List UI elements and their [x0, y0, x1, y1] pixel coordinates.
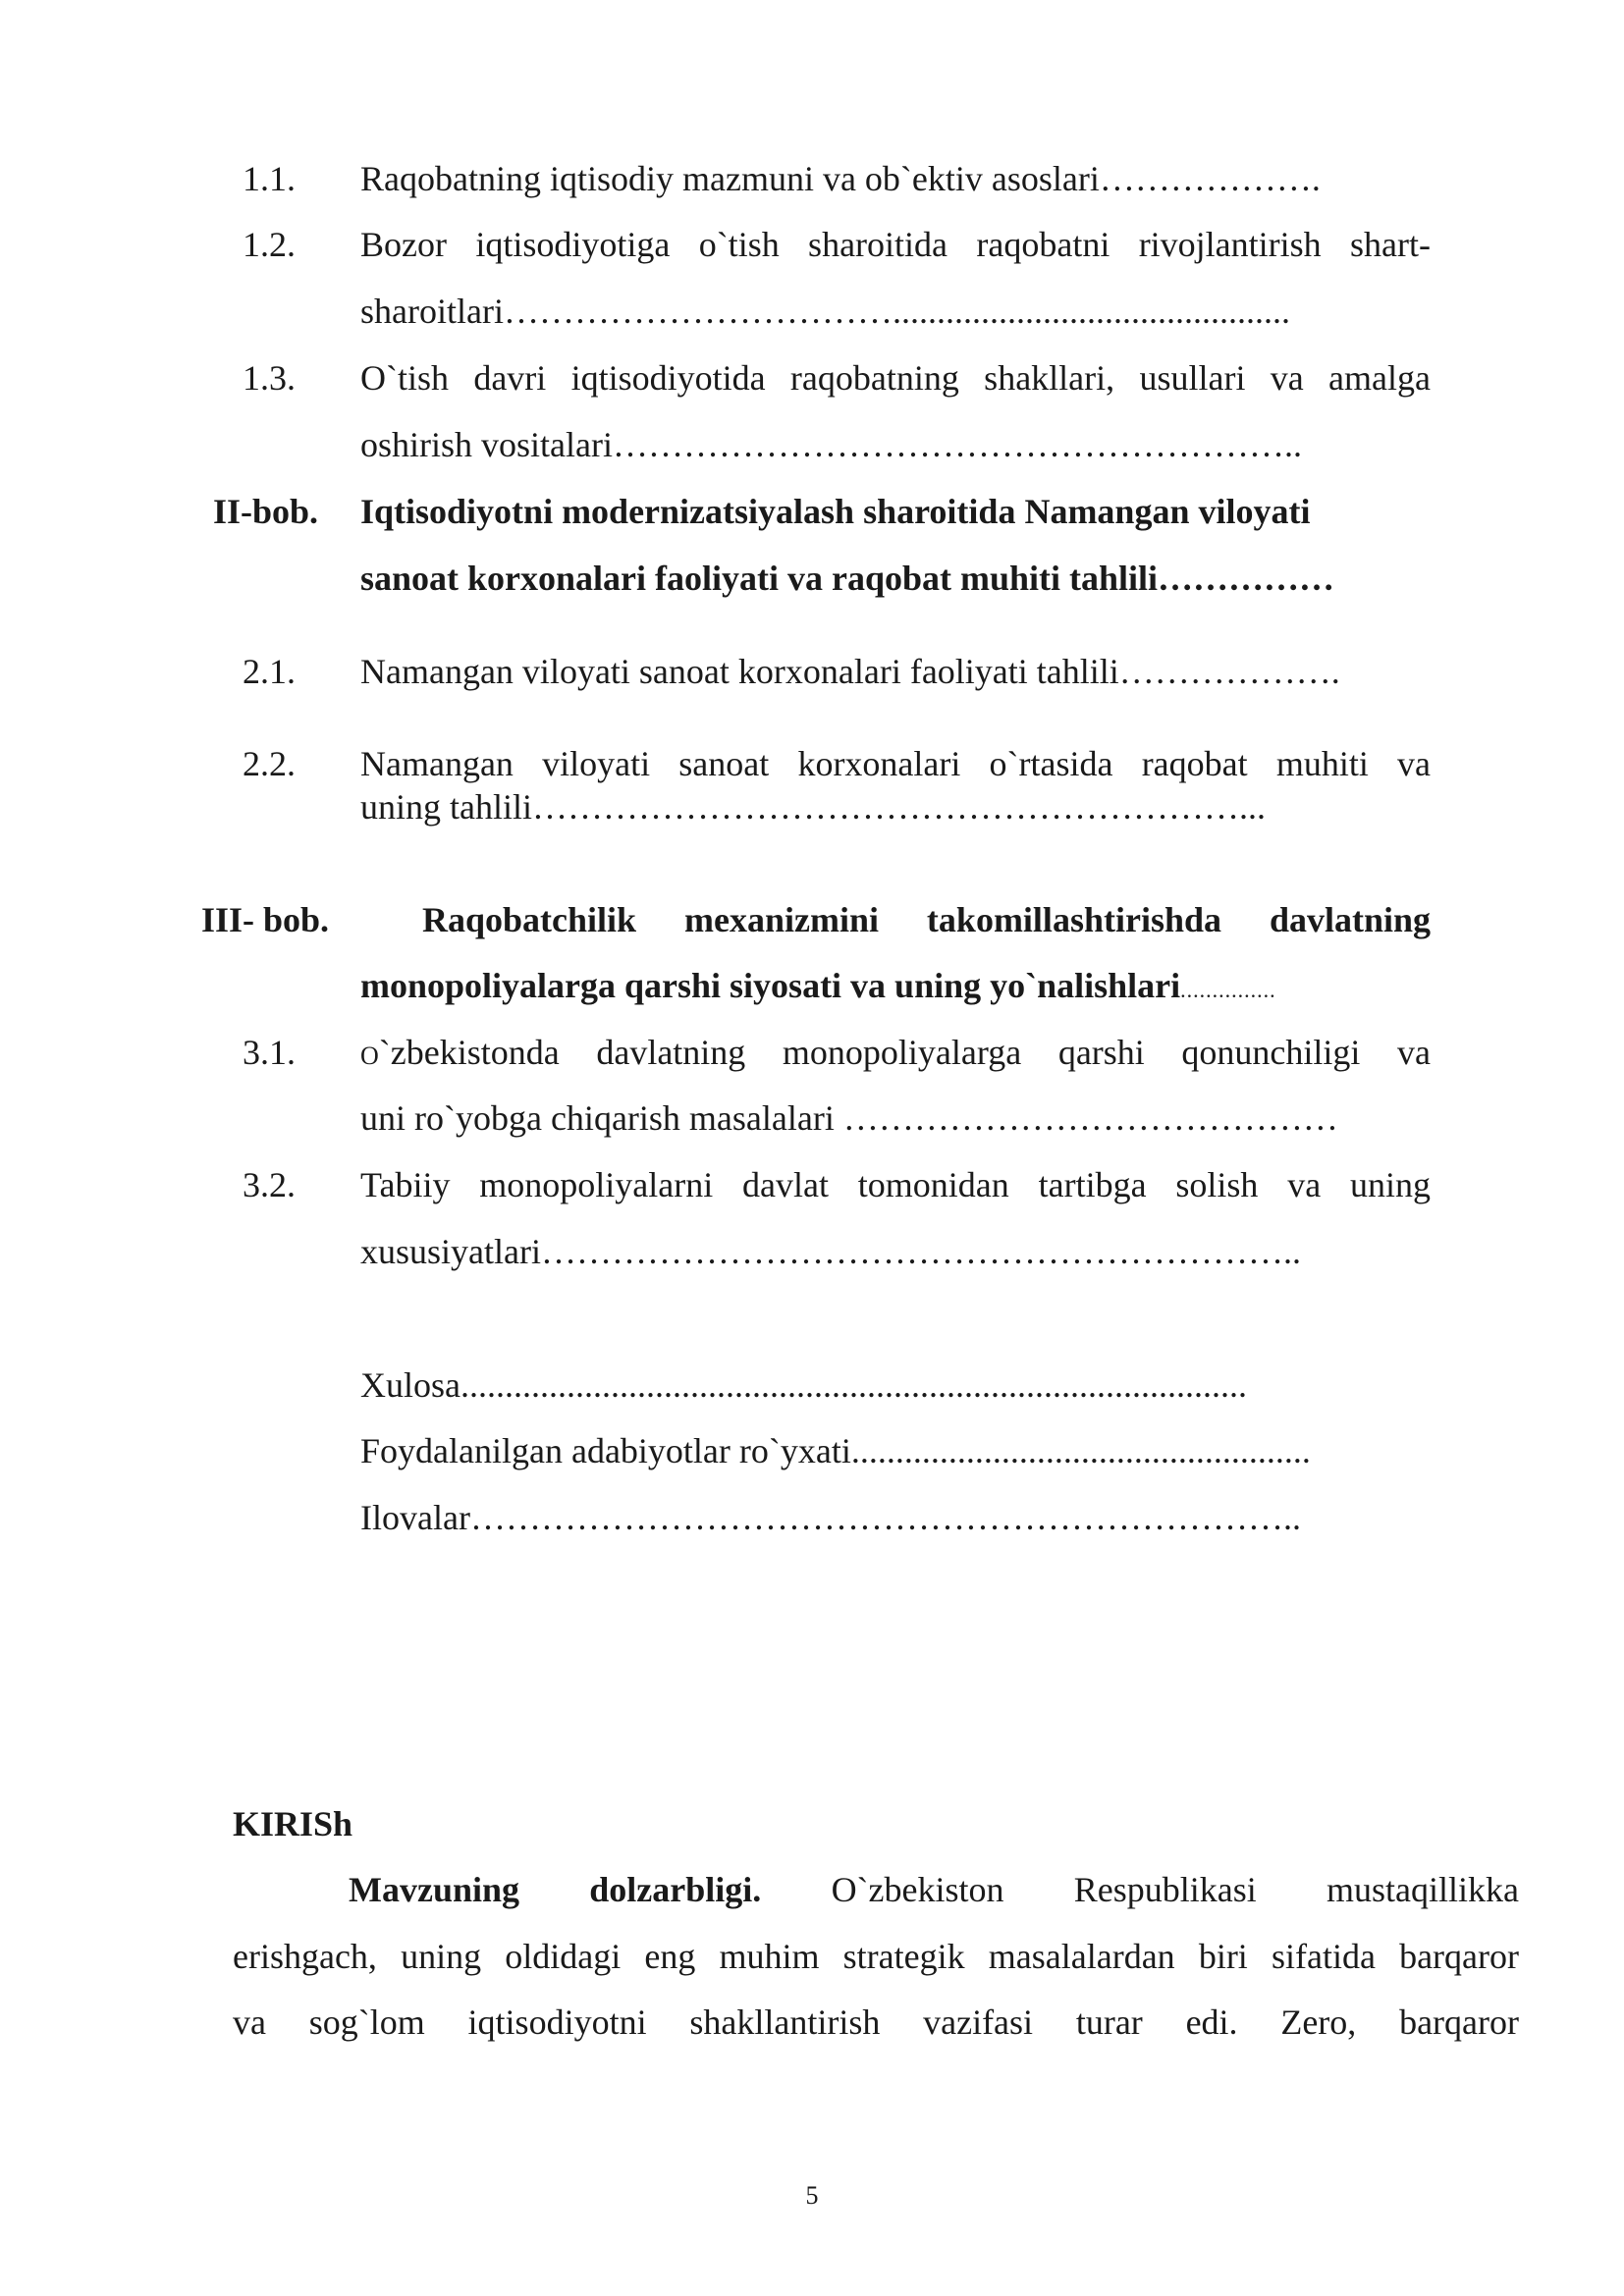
- intro-lead-bold: Mavzuning dolzarbligi.: [349, 1870, 762, 1909]
- toc-chapter-2-title-line1: Iqtisodiyotni modernizatsiyalash sharoitida Namangan viloyati: [360, 492, 1311, 531]
- toc-entry-1-3-line2: oshirish vositalari…………………………………………………..: [360, 425, 1302, 464]
- toc-entry-1-2-line2: sharoitlari…………………………….............................................: [360, 292, 1290, 331]
- toc-chapter-3-dots: ...............: [1180, 978, 1276, 1002]
- toc-number-2-1: 2.1.: [243, 652, 296, 691]
- toc-entry-2-2-line1: Namangan viloyati sanoat korxonalari o`rtasida raqobat muhiti va: [360, 744, 1431, 783]
- toc-entry-3-1-line1: [360, 1031, 1431, 1078]
- toc-entry-3-1-line2: uni ro`yobga chiqarish masalalari ……………………………………: [360, 1098, 1338, 1138]
- toc-entry-3-2-line1: Tabiiy monopoliyalarni davlat tomonidan tartibga solish va uning: [360, 1165, 1431, 1204]
- toc-appendix: Ilovalar……………………………………………………………..: [360, 1498, 1301, 1537]
- toc-entry-2-1: Namangan viloyati sanoat korxonalari faoliyati tahlili……………….: [360, 652, 1340, 691]
- toc-chapter-3-title-line2: [360, 964, 1276, 1012]
- intro-line1-rest: O`zbekiston Respublikasi mustaqillikka: [831, 1870, 1520, 1909]
- toc-chapter-3-title-line1: Raqobatchilik mexanizmini takomillashtirishda davlatning: [422, 900, 1431, 939]
- toc-number-3-2: 3.2.: [243, 1165, 296, 1204]
- toc-entry-1-1: Raqobatning iqtisodiy mazmuni va ob`ektiv asoslari……………….: [360, 159, 1321, 198]
- toc-number-1-3: 1.3.: [243, 358, 296, 398]
- toc-references: Foydalanilgan adabiyotlar ro`yxati....................................................: [360, 1431, 1311, 1470]
- intro-heading: KIRISh: [233, 1804, 353, 1843]
- toc-number-2-2: 2.2.: [243, 744, 296, 783]
- toc-number-3-1: 3.1.: [243, 1033, 296, 1072]
- toc-entry-3-2-line2: xususiyatlari………………………………………………………..: [360, 1232, 1301, 1271]
- toc-chapter-2-label: II-bob.: [213, 492, 319, 531]
- toc-entry-3-1-prefix: O: [360, 1041, 379, 1070]
- toc-chapter-3-label: III- bob.: [201, 900, 330, 939]
- page-number: 5: [805, 2181, 819, 2210]
- toc-conclusion: Xulosa.........................................................................................: [360, 1365, 1247, 1405]
- intro-paragraph-line2: erishgach, uning oldidagi eng muhim strategik masalalardan biri sifatida barqaror: [233, 1937, 1519, 1976]
- toc-entry-1-2-line1: Bozor iqtisodiyotiga o`tish sharoitida raqobatni rivojlantirish shart-: [360, 225, 1431, 264]
- toc-entry-2-2-line2: uning tahlili……………………………………………………...: [360, 787, 1266, 827]
- toc-entry-1-3-line1: O`tish davri iqtisodiyotida raqobatning shakllari, usullari va amalga: [360, 358, 1431, 398]
- toc-chapter-2-title-line2: sanoat korxonalari faoliyati va raqobat muhiti tahlili……………: [360, 559, 1335, 598]
- toc-chapter-3-title-line2-text: monopoliyalarga qarshi siyosati va uning yo`nalishlari: [360, 966, 1181, 1005]
- toc-number-1-1: 1.1.: [243, 159, 296, 198]
- intro-paragraph-line3: va sog`lom iqtisodiyotni shakllantirish vazifasi turar edi. Zero, barqaror: [233, 2002, 1519, 2042]
- toc-entry-3-1-line1-text: `zbekistonda davlatning monopoliyalarga qarshi qonunchiligi va: [378, 1033, 1431, 1072]
- intro-paragraph-line1: [233, 1868, 1519, 1911]
- toc-number-1-2: 1.2.: [243, 225, 296, 264]
